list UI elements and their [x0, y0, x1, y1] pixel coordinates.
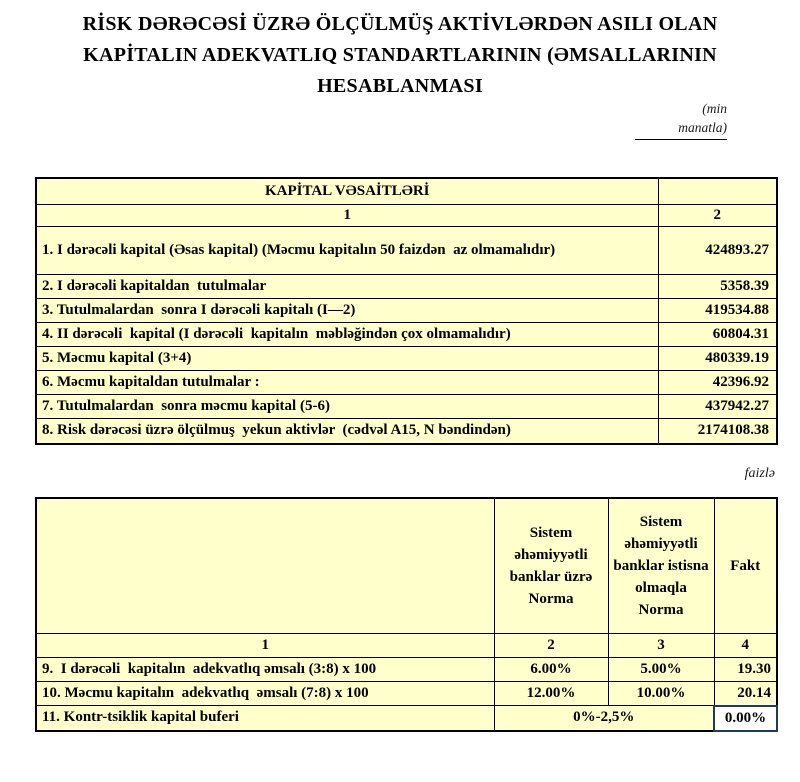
table1-colnum-1: 1 — [36, 204, 658, 226]
table-row — [36, 274, 777, 298]
table-row — [36, 657, 777, 681]
row-value: 5358.39 — [658, 274, 777, 298]
table2-header-norma-istisna: Sistem əhəmiyyətli banklar istisna olmaqla Norma — [608, 498, 714, 633]
table-row-buffer — [36, 706, 777, 731]
table1-title-empty-cell — [658, 178, 777, 204]
row-label: 9. I dərəcəli kapitalın adekvatlıq əmsalı (3:8) x 100 — [36, 657, 494, 681]
table2-colnum-4: 4 — [714, 633, 777, 657]
capital-funds-table — [35, 177, 778, 445]
table-row — [36, 681, 777, 706]
row-value: 480339.19 — [658, 346, 777, 370]
table2-header-empty-cell — [36, 498, 494, 633]
table1-title-cell: KAPİTAL VƏSAİTLƏRİ — [36, 178, 658, 204]
table-row — [36, 322, 777, 346]
row-label: 11. Kontr-tsiklik kapital buferi — [36, 706, 494, 731]
table-row — [36, 394, 777, 418]
row-fakt: 20.14 — [714, 681, 777, 706]
row-label: 4. II dərəcəli kapital (I dərəcəli kapitalın məbləğindən çox olmamalıdır) — [36, 322, 658, 346]
row-value: 419534.88 — [658, 298, 777, 322]
table2-colnum-1: 1 — [36, 633, 494, 657]
table2-header-fakt: Fakt — [714, 498, 777, 633]
row-value: 424893.27 — [658, 226, 777, 274]
table2-header-norma-sistem: Sistem əhəmiyyətli banklar üzrə Norma — [494, 498, 608, 633]
row-label: 8. Risk dərəcəsi üzrə ölçülmuş yekun aktivlər (cədvəl A15, N bəndindən) — [36, 418, 658, 444]
table-row — [36, 226, 777, 274]
table-row — [36, 370, 777, 394]
title-line-2: KAPİTALIN ADEKVATLIQ STANDARTLARININ (ƏMSALLARININ — [83, 44, 717, 66]
table2-colnum-2: 2 — [494, 633, 608, 657]
row-label: 2. I dərəcəli kapitaldan tutulmalar — [36, 274, 658, 298]
title-line-3: HESABLANMASI — [317, 75, 483, 97]
row-norma-sistem: 6.00% — [494, 657, 608, 681]
unit-note-line-1: (min — [702, 101, 727, 116]
table-row — [36, 346, 777, 370]
adequacy-ratios-table — [35, 497, 778, 732]
title-line-1: RİSK DƏRƏCƏSİ ÜZRƏ ÖLÇÜLMÜŞ AKTİVLƏRDƏN ASILI OLAN — [82, 13, 718, 35]
row-label: 1. I dərəcəli kapital (Əsas kapital) (Məcmu kapitalın 50 faizdən az olmamalıdır) — [36, 226, 658, 274]
table-row — [36, 298, 777, 322]
row-label: 10. Məcmu kapitalın adekvatlıq əmsalı (7:8) x 100 — [36, 681, 494, 706]
row-value: 437942.27 — [658, 394, 777, 418]
unit-note-thousand-manat — [635, 99, 727, 140]
table2-colnum-row — [36, 633, 777, 657]
row-label: 5. Məcmu kapital (3+4) — [36, 346, 658, 370]
row-value: 2174108.38 — [658, 418, 777, 444]
document-title — [0, 0, 800, 102]
row-label: 7. Tutulmalardan sonra məcmu kapital (5-6) — [36, 394, 658, 418]
row-norma-range: 0%-2,5% — [494, 706, 714, 731]
row-value: 42396.92 — [658, 370, 777, 394]
row-value: 60804.31 — [658, 322, 777, 346]
table1-colnum-2: 2 — [658, 204, 777, 226]
unit-note-line-2: manatla) — [678, 120, 727, 135]
row-norma-sistem: 12.00% — [494, 681, 608, 706]
table1-colnum-row — [36, 204, 777, 226]
row-fakt: 19.30 — [714, 657, 777, 681]
row-label: 3. Tutulmalardan sonra I dərəcəli kapitalı (I—2) — [36, 298, 658, 322]
table-row — [36, 418, 777, 444]
row-fakt-highlighted: 0.00% — [714, 706, 777, 731]
row-label: 6. Məcmu kapitaldan tutulmalar : — [36, 370, 658, 394]
table2-header-row — [36, 498, 777, 633]
unit-note-percent: faizlə — [744, 466, 775, 481]
table2-colnum-3: 3 — [608, 633, 714, 657]
table1-title-row — [36, 178, 777, 204]
row-norma-istisna: 10.00% — [608, 681, 714, 706]
row-norma-istisna: 5.00% — [608, 657, 714, 681]
